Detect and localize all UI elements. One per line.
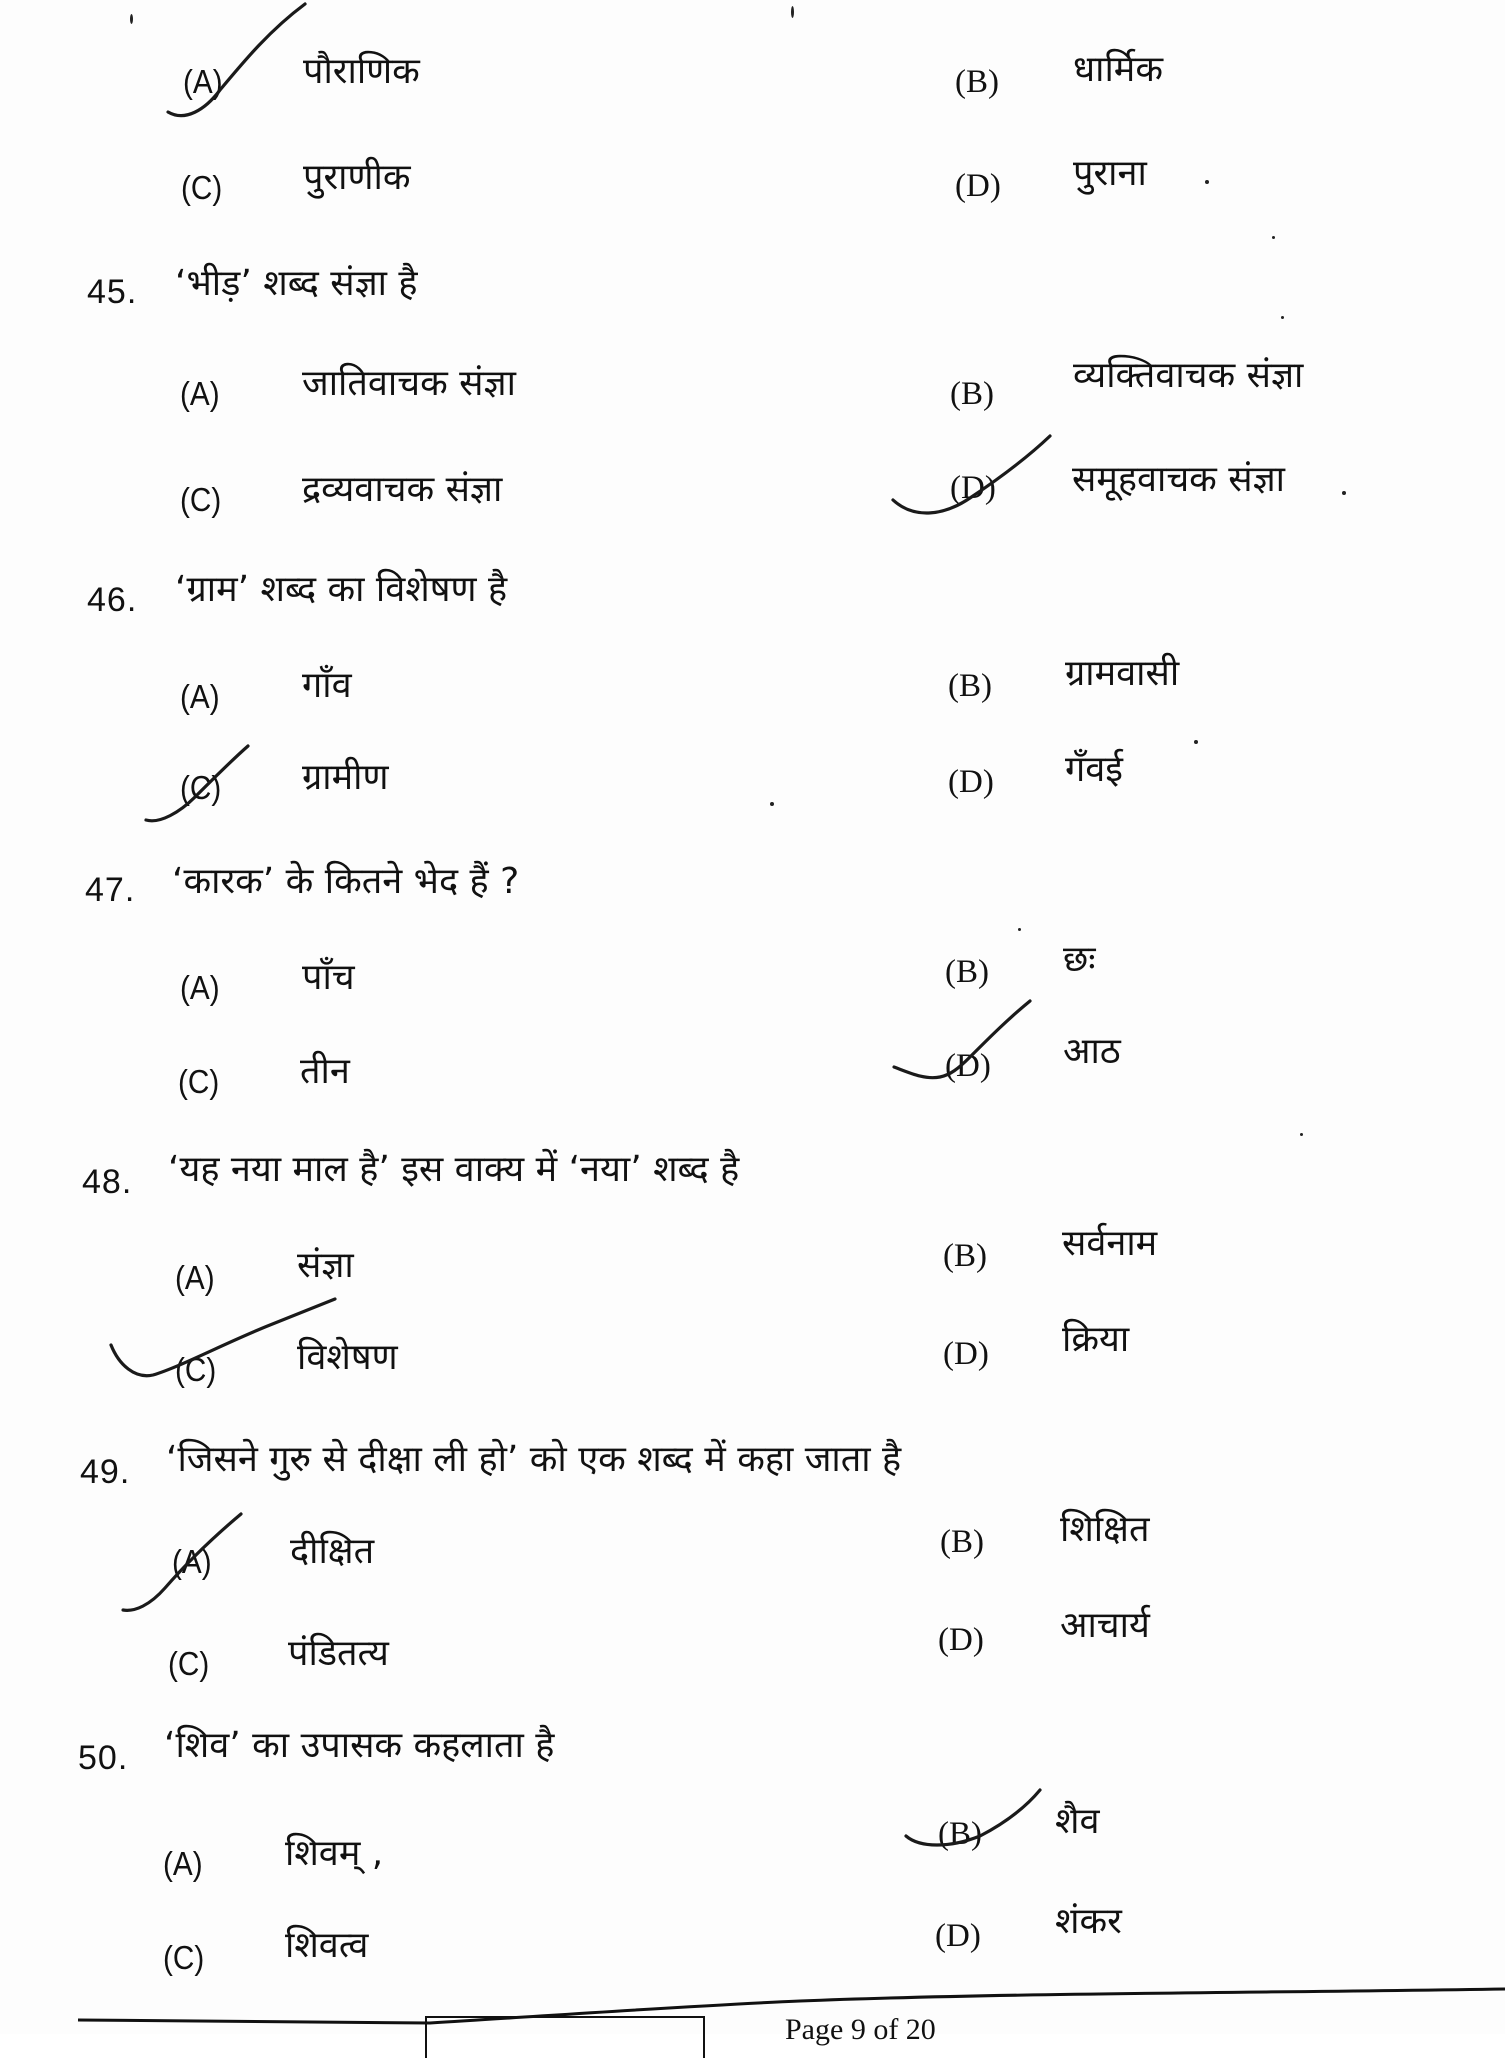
scan-speck — [1272, 236, 1275, 239]
q44-option-c-label: (C) — [181, 169, 223, 206]
scan-speck — [1281, 316, 1284, 319]
q49-option-d-text: आचार्य — [1060, 1605, 1150, 1646]
q49-option-d-label: (D) — [938, 1622, 984, 1658]
scan-speck — [1342, 491, 1346, 495]
q47-option-d-label: (D) — [945, 1048, 991, 1084]
footer-rule — [0, 1985, 1505, 2030]
q47-option-c-text: तीन — [300, 1051, 350, 1092]
q49-option-b-text: शिक्षित — [1060, 1509, 1150, 1550]
q45-option-a-text: जातिवाचक संज्ञा — [302, 363, 516, 404]
q50-option-a-text: शिवम् , — [285, 1833, 384, 1874]
q49-option-a-text: दीक्षित — [290, 1531, 375, 1572]
q48-option-a-label: (A) — [175, 1259, 215, 1296]
q50-option-a-label: (A) — [163, 1845, 203, 1882]
q45-option-d-text: समूहवाचक संज्ञा — [1072, 459, 1286, 500]
q45-option-b-label: (B) — [950, 376, 994, 412]
q46-option-c-label: (C) — [180, 769, 222, 806]
scan-speck — [791, 6, 794, 18]
q46-option-c-text: ग्रामीण — [302, 757, 389, 798]
q47-option-b-label: (B) — [945, 954, 989, 990]
q48-option-d-label: (D) — [943, 1336, 989, 1372]
question-47-number: 47. — [85, 871, 136, 909]
q47-option-b-text: छः — [1063, 939, 1096, 980]
scan-speck — [770, 802, 774, 806]
scan-speck — [1018, 928, 1021, 931]
page-number-label: Page 9 of 20 — [785, 2013, 936, 2046]
q50-option-d-text: शंकर — [1055, 1901, 1122, 1942]
q50-option-b-text: शैव — [1055, 1801, 1100, 1842]
q49-option-c-label: (C) — [168, 1645, 210, 1682]
q47-option-d-text: आठ — [1063, 1031, 1121, 1072]
q48-option-b-text: सर्वनाम — [1062, 1223, 1158, 1264]
scan-speck — [1205, 180, 1209, 184]
question-45-text: ‘भीड़’ शब्द संज्ञा है — [175, 263, 418, 304]
question-46-text: ‘ग्राम’ शब्द का विशेषण है — [175, 569, 508, 610]
scan-speck — [1300, 1133, 1303, 1136]
q48-option-c-label: (C) — [175, 1351, 217, 1388]
q50-option-d-label: (D) — [935, 1918, 981, 1954]
footer-code-box — [425, 2016, 705, 2058]
q45-option-a-label: (A) — [180, 375, 220, 412]
q47-option-a-label: (A) — [180, 969, 220, 1006]
q45-option-d-label: (D) — [950, 470, 996, 506]
question-49-number: 49. — [80, 1453, 131, 1491]
question-45-number: 45. — [87, 273, 138, 311]
question-50-text: ‘शिव’ का उपासक कहलाता है — [164, 1725, 555, 1766]
q46-option-a-text: गाँव — [302, 665, 352, 706]
scan-speck — [130, 14, 133, 24]
q49-option-c-text: पंडितत्य — [288, 1633, 389, 1674]
q44-option-a-label: (A) — [183, 63, 223, 100]
q50-option-c-label: (C) — [163, 1939, 205, 1976]
q48-option-c-text: विशेषण — [297, 1337, 398, 1378]
scan-speck — [1194, 740, 1198, 744]
question-48-number: 48. — [82, 1163, 133, 1201]
q46-option-d-text: गँवई — [1065, 749, 1123, 790]
q46-option-a-label: (A) — [180, 678, 220, 715]
q49-option-a-label: (A) — [172, 1543, 212, 1580]
q45-option-c-label: (C) — [180, 481, 222, 518]
q45-option-b-text: व्यक्तिवाचक संज्ञा — [1073, 355, 1304, 396]
q45-option-c-text: द्रव्यवाचक संज्ञा — [302, 469, 503, 510]
q48-option-a-text: संज्ञा — [297, 1245, 354, 1286]
q44-option-b-label: (B) — [955, 64, 999, 100]
question-49-text: ‘जिसने गुरु से दीक्षा ली हो’ को एक शब्द में कहा जाता है — [166, 1439, 902, 1480]
q48-option-d-text: क्रिया — [1062, 1319, 1130, 1360]
q48-option-b-label: (B) — [943, 1238, 987, 1274]
question-46-number: 46. — [87, 581, 138, 619]
q44-option-d-text: पुराना — [1073, 153, 1147, 194]
q46-option-d-label: (D) — [948, 764, 994, 800]
question-50-number: 50. — [78, 1739, 129, 1777]
q46-option-b-text: ग्रामवासी — [1065, 653, 1180, 694]
q50-option-b-label: (B) — [938, 1816, 982, 1852]
q44-option-a-text: पौराणिक — [303, 51, 420, 92]
question-48-text: ‘यह नया माल है’ इस वाक्य में ‘नया’ शब्द है — [168, 1149, 740, 1190]
q46-option-b-label: (B) — [948, 668, 992, 704]
q44-option-c-text: पुराणीक — [303, 157, 411, 198]
q47-option-c-label: (C) — [178, 1063, 220, 1100]
q49-option-b-label: (B) — [940, 1524, 984, 1560]
q50-option-c-text: शिवत्व — [285, 1925, 369, 1966]
q44-option-b-text: धार्मिक — [1073, 49, 1163, 90]
q47-option-a-text: पाँच — [302, 957, 355, 998]
question-47-text: ‘कारक’ के कितने भेद हैं ? — [172, 861, 520, 902]
q44-option-d-label: (D) — [955, 168, 1001, 204]
